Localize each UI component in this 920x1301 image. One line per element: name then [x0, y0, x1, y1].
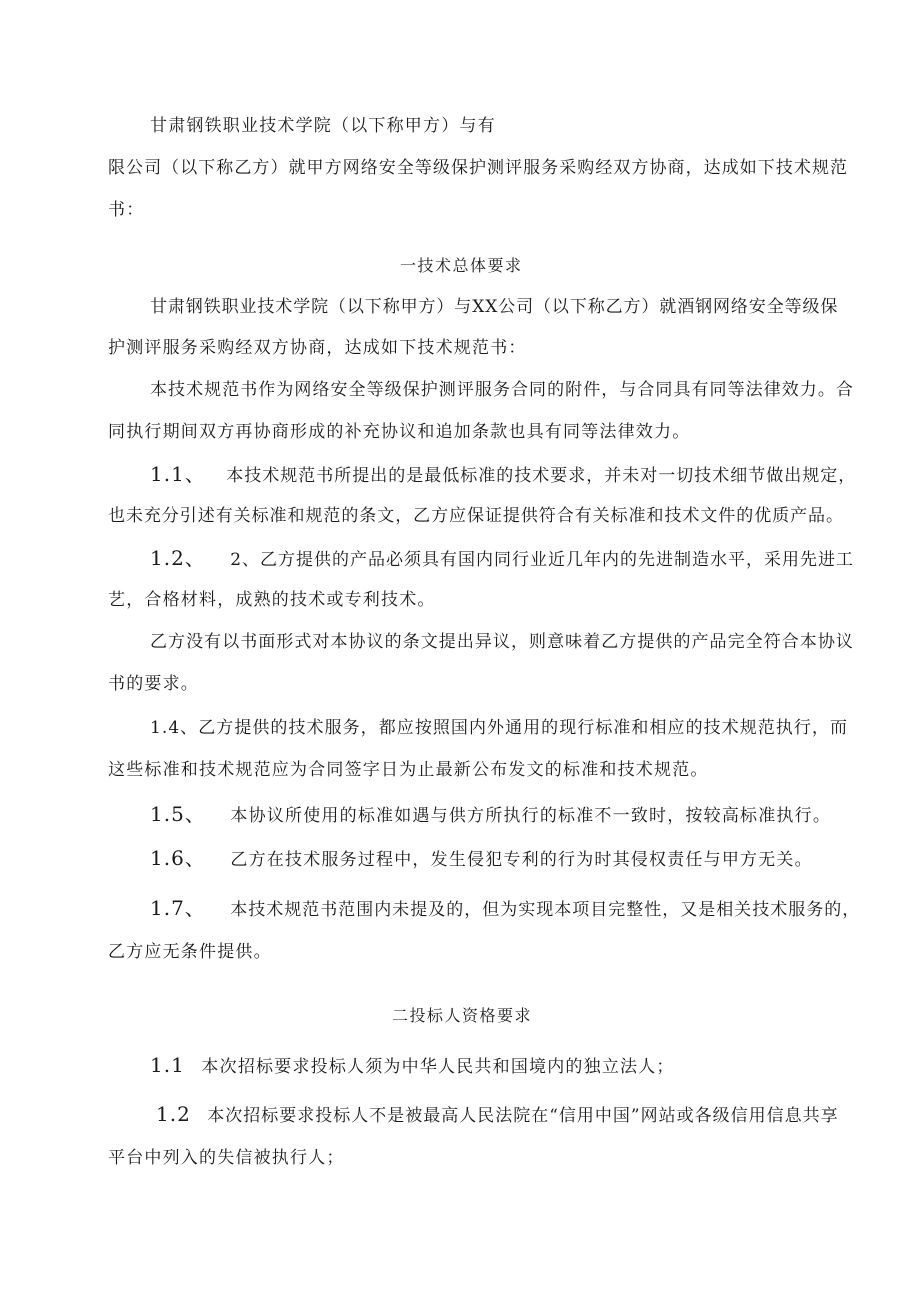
item-1-6-text: 乙方在技术服务过程中，发生侵犯专利的行为时其侵权责任与甲方无关。 [230, 850, 813, 870]
item-1-2-line-2: 艺，合格材料，成熟的技术或专利技术。 [108, 590, 436, 610]
item-1-4-line-2: 这些标准和技术规范应为合同签字日为止最新公布发文的标准和技术规范。 [108, 760, 709, 780]
section-1-para-1-line-1: 甘肃钢铁职业技术学院（以下称甲方）与XX公司（以下称乙方）就酒钢网络安全等级保 [150, 297, 839, 317]
section-1-para-1-line-2: 护测评服务采购经双方协商，达成如下技术规范书： [108, 338, 527, 358]
item-1-1 [150, 462, 856, 488]
item-1-7-number: 1.7、 [150, 896, 206, 920]
section-1-title: 一技术总体要求 [400, 256, 523, 275]
section-2-title: 二投标人资格要求 [392, 1006, 533, 1025]
item-1-1-line-2: 也未充分引述有关标准和规范的条文，乙方应保证提供符合有关标准和技术文件的优质产品。 [108, 506, 844, 526]
intro-line-1: 甘肃钢铁职业技术学院（以下称甲方）与有 [150, 116, 496, 136]
item-1-7 [150, 896, 860, 922]
item-1-2-text: 2、乙方提供的产品必须具有国内同行业近几年内的先进制造水平，采用先进工 [230, 550, 855, 570]
item-1-6-number: 1.6、 [150, 846, 206, 870]
item-1-5-text: 本协议所使用的标准如遇与供方所执行的标准不一致时，按较高标准执行。 [230, 806, 832, 826]
section-1-para-2-line-1: 本技术规范书作为网络安全等级保护测评服务合同的附件，与合同具有同等法律效力。合 [150, 380, 854, 400]
item-1-1-text: 本技术规范书所提出的是最低标准的技术要求，并未对一切技术细节做出规定， [226, 466, 857, 486]
item-1-7-text: 本技术规范书范围内未提及的，但为实现本项目完整性，又是相关技术服务的， [230, 900, 861, 920]
intro-line-2: 限公司（以下称乙方）就甲方网络安全等级保护测评服务采购经双方协商，达成如下技术规范 [108, 158, 849, 178]
item-1-7-line-2: 乙方应无条件提供。 [108, 942, 272, 962]
item-1-5-number: 1.5、 [150, 802, 206, 826]
section-2-item-1-1-number: 1.1 [150, 1053, 185, 1077]
section-2-item-1-2-line-2: 平台中列入的失信被执行人； [108, 1148, 345, 1168]
section-2-item-1-1 [150, 1053, 675, 1079]
section-1-para-3-line-1: 乙方没有以书面形式对本协议的条文提出异议，则意味着乙方提供的产品完全符合本协议 [150, 632, 854, 652]
item-1-2 [150, 546, 854, 572]
item-1-6 [150, 846, 813, 872]
item-1-5 [150, 802, 831, 828]
section-2-item-1-2 [156, 1102, 839, 1128]
intro-line-3: 书： [108, 200, 145, 220]
item-1-1-number: 1.1、 [150, 462, 206, 486]
item-1-4-line-1: 1.4、乙方提供的技术服务，都应按照国内外通用的现行标准和相应的技术规范执行，而 [150, 718, 849, 738]
section-2-item-1-1-text: 本次招标要求投标人须为中华人民共和国境内的独立法人； [201, 1057, 675, 1077]
section-1-para-3-line-2: 书的要求。 [108, 674, 199, 694]
section-2-item-1-2-number: 1.2 [156, 1102, 191, 1126]
item-1-2-number: 1.2、 [150, 546, 206, 570]
section-2-item-1-2-text: 本次招标要求投标人不是被最高人民法院在“信用中国”网站或各级信用信息共享 [207, 1106, 839, 1126]
section-1-para-2-line-2: 同执行期间双方再协商形成的补充协议和追加条款也具有同等法律效力。 [108, 422, 691, 442]
